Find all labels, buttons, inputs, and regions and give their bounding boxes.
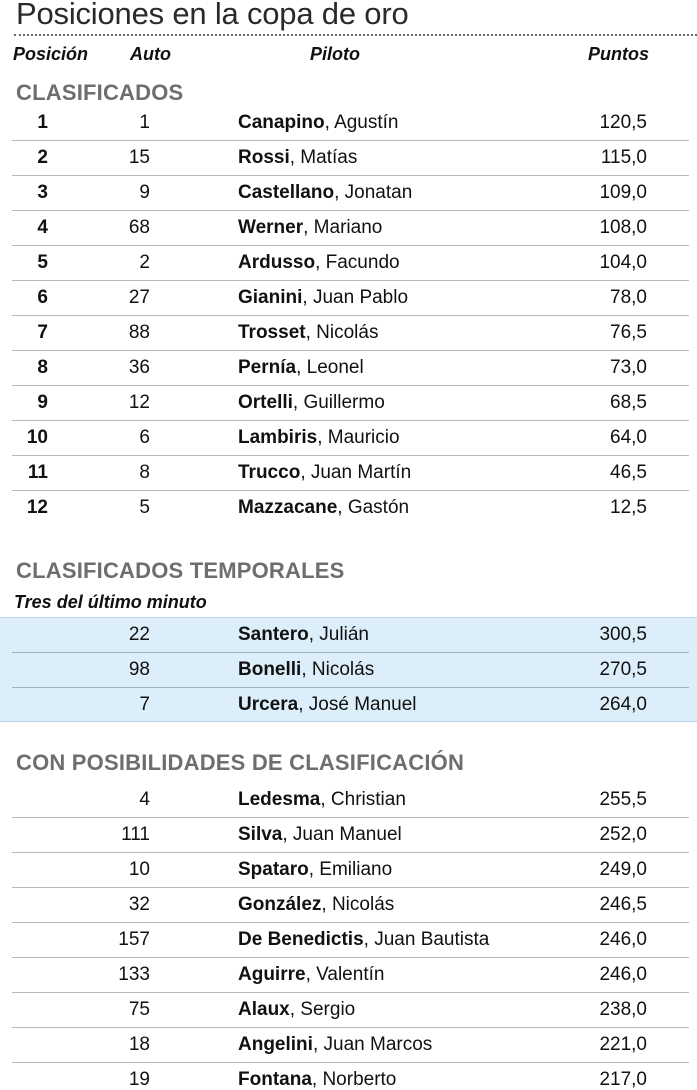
table-row: [0, 141, 697, 176]
cell-auto: 111: [121, 824, 150, 845]
table-row: [0, 316, 697, 351]
table-temporales: [0, 618, 697, 723]
piloto-nombre: , Juan Martín: [300, 462, 412, 483]
cell-puntos: 246,0: [599, 964, 647, 985]
cell-puntos: 68,5: [610, 392, 647, 413]
cell-auto: 8: [139, 462, 150, 483]
cell-auto: 9: [139, 182, 150, 203]
cell-posicion: 9: [37, 392, 48, 413]
piloto-nombre: , José Manuel: [298, 694, 417, 715]
cell-puntos: 12,5: [610, 497, 647, 518]
page-title: Posiciones en la copa de oro: [16, 0, 409, 31]
cell-auto: 32: [128, 894, 150, 915]
cell-posicion: 6: [37, 287, 48, 308]
piloto-nombre: , Nicolás: [321, 894, 395, 915]
table-row: [0, 491, 697, 526]
table-row: [0, 818, 697, 853]
cell-piloto: [238, 287, 408, 309]
piloto-nombre: , Gastón: [337, 497, 410, 518]
piloto-apellido: Trucco: [238, 462, 301, 483]
cell-piloto: [238, 1034, 432, 1056]
cell-piloto: [238, 252, 400, 274]
cell-puntos: 108,0: [599, 217, 647, 238]
cell-puntos: 300,5: [599, 624, 647, 645]
cell-auto: 75: [128, 999, 150, 1020]
table-row: [0, 888, 697, 923]
piloto-nombre: , Norberto: [311, 1069, 397, 1090]
cell-auto: 27: [128, 287, 150, 308]
cell-puntos: 76,5: [610, 322, 647, 343]
cell-posicion: 8: [37, 357, 48, 378]
table-row: [0, 281, 697, 316]
cell-auto: 98: [128, 659, 150, 680]
cell-puntos: 64,0: [610, 427, 647, 448]
cell-auto: 4: [139, 789, 150, 810]
cell-puntos: 73,0: [610, 357, 647, 378]
cell-puntos: 120,5: [599, 112, 647, 133]
piloto-apellido: Mazzacane: [238, 497, 338, 518]
table-row: [0, 958, 697, 993]
cell-puntos: 109,0: [599, 182, 647, 203]
section-title-posibilidades: CON POSIBILIDADES DE CLASIFICACIÓN: [16, 750, 465, 775]
cell-piloto: [238, 322, 378, 344]
piloto-nombre: , Jonatan: [334, 182, 413, 203]
cell-puntos: 104,0: [599, 252, 647, 273]
cell-piloto: [238, 824, 402, 846]
piloto-apellido: González: [238, 894, 322, 915]
piloto-apellido: Gianini: [238, 287, 303, 308]
piloto-apellido: Trosset: [238, 322, 306, 343]
header-piloto: Piloto: [310, 44, 360, 64]
table-row: [0, 106, 697, 141]
table-row: [0, 688, 697, 723]
piloto-nombre: , Matías: [289, 147, 358, 168]
cell-posicion: 1: [37, 112, 48, 133]
table-row: [0, 923, 697, 958]
piloto-apellido: Lambiris: [238, 427, 318, 448]
cell-piloto: [238, 859, 392, 881]
cell-posicion: 11: [27, 462, 48, 483]
piloto-apellido: Ardusso: [238, 252, 316, 273]
cell-puntos: 264,0: [599, 694, 647, 715]
cell-posicion: 4: [37, 217, 48, 238]
piloto-apellido: Bonelli: [238, 659, 302, 680]
cell-piloto: [238, 789, 406, 811]
cell-piloto: [238, 462, 411, 484]
piloto-apellido: Santero: [238, 624, 309, 645]
piloto-apellido: Urcera: [238, 694, 299, 715]
table-clasificados: [0, 106, 697, 526]
table-posibilidades: [0, 783, 697, 1090]
piloto-apellido: Castellano: [238, 182, 335, 203]
cell-piloto: [238, 894, 394, 916]
piloto-apellido: Fontana: [238, 1069, 312, 1090]
piloto-nombre: , Nicolás: [305, 322, 379, 343]
table-row: [0, 386, 697, 421]
cell-auto: 7: [139, 694, 150, 715]
cell-auto: 68: [128, 217, 150, 238]
table-row: [0, 853, 697, 888]
piloto-apellido: De Benedictis: [238, 929, 364, 950]
cell-posicion: 7: [37, 322, 48, 343]
cell-puntos: 78,0: [610, 287, 647, 308]
title-divider: [14, 34, 697, 36]
section-title-clasificados: CLASIFICADOS: [16, 80, 184, 105]
cell-auto: 5: [139, 497, 150, 518]
cell-puntos: 255,5: [599, 789, 647, 810]
cell-auto: 2: [139, 252, 150, 273]
cell-auto: 88: [128, 322, 150, 343]
cell-puntos: 217,0: [599, 1069, 647, 1090]
cell-auto: 133: [118, 964, 150, 985]
highlight-band: [0, 617, 697, 722]
table-row: [0, 618, 697, 653]
piloto-nombre: , Christian: [320, 789, 406, 810]
table-row: [0, 783, 697, 818]
cell-piloto: [238, 1069, 396, 1090]
table-row: [0, 421, 697, 456]
cell-posicion: 12: [26, 497, 48, 518]
table-row: [0, 1028, 697, 1063]
header-posicion: Posición: [13, 44, 89, 64]
cell-auto: 10: [128, 859, 150, 880]
piloto-nombre: , Leonel: [296, 357, 364, 378]
cell-piloto: [238, 929, 489, 951]
cell-posicion: 5: [37, 252, 48, 273]
piloto-nombre: , Sergio: [289, 999, 356, 1020]
cell-piloto: [238, 147, 357, 169]
cell-auto: 18: [128, 1034, 150, 1055]
piloto-nombre: , Juan Bautista: [363, 929, 490, 950]
piloto-apellido: Rossi: [238, 147, 290, 168]
cell-piloto: [238, 392, 385, 414]
piloto-nombre: , Agustín: [324, 112, 399, 133]
cell-puntos: 246,5: [599, 894, 647, 915]
piloto-nombre: , Mauricio: [317, 427, 400, 448]
cell-auto: 15: [128, 147, 150, 168]
cell-piloto: [238, 217, 382, 239]
piloto-apellido: Ortelli: [238, 392, 293, 413]
piloto-apellido: Silva: [238, 824, 283, 845]
cell-puntos: 252,0: [599, 824, 647, 845]
cell-puntos: 46,5: [610, 462, 647, 483]
cell-puntos: 270,5: [599, 659, 647, 680]
cell-puntos: 246,0: [599, 929, 647, 950]
piloto-nombre: , Facundo: [315, 252, 400, 273]
cell-auto: 12: [128, 392, 150, 413]
piloto-nombre: , Emiliano: [308, 859, 393, 880]
cell-piloto: [238, 694, 417, 716]
piloto-apellido: Canapino: [238, 112, 325, 133]
table-row: [0, 456, 697, 491]
cell-piloto: [238, 112, 399, 134]
cell-piloto: [238, 357, 364, 379]
piloto-apellido: Ledesma: [238, 789, 321, 810]
table-row: [0, 211, 697, 246]
header-puntos: Puntos: [588, 44, 649, 64]
cell-auto: 19: [128, 1069, 150, 1090]
cell-posicion: 10: [26, 427, 48, 448]
piloto-nombre: , Nicolás: [301, 659, 375, 680]
cell-puntos: 238,0: [599, 999, 647, 1020]
table-row: [0, 351, 697, 386]
piloto-nombre: , Juan Pablo: [302, 287, 409, 308]
table-row: [0, 993, 697, 1028]
piloto-nombre: , Juan Marcos: [312, 1034, 433, 1055]
cell-auto: 22: [128, 624, 150, 645]
piloto-nombre: , Mariano: [303, 217, 383, 238]
cell-puntos: 249,0: [599, 859, 647, 880]
cell-piloto: [238, 999, 355, 1021]
cell-puntos: 115,0: [600, 147, 647, 168]
table-row: [0, 176, 697, 211]
piloto-nombre: , Valentín: [305, 964, 385, 985]
piloto-apellido: Werner: [238, 217, 304, 238]
cell-piloto: [238, 497, 409, 519]
table-row: [0, 1063, 697, 1090]
section-subtitle-temporales: Tres del último minuto: [14, 592, 207, 612]
table-row: [0, 653, 697, 688]
piloto-apellido: Spataro: [238, 859, 309, 880]
cell-auto: 157: [118, 929, 150, 950]
piloto-nombre: , Juan Manuel: [282, 824, 402, 845]
cell-piloto: [238, 427, 400, 449]
cell-posicion: 2: [37, 147, 48, 168]
piloto-apellido: Alaux: [238, 999, 290, 1020]
section-title-temporales: CLASIFICADOS TEMPORALES: [16, 558, 345, 583]
cell-auto: 1: [139, 112, 150, 133]
cell-posicion: 3: [37, 182, 48, 203]
cell-piloto: [238, 659, 374, 681]
cell-piloto: [238, 964, 384, 986]
table-row: [0, 246, 697, 281]
piloto-nombre: , Guillermo: [292, 392, 385, 413]
cell-piloto: [238, 624, 369, 646]
header-auto: Auto: [130, 44, 171, 64]
piloto-apellido: Aguirre: [238, 964, 306, 985]
piloto-apellido: Angelini: [238, 1034, 313, 1055]
piloto-nombre: , Julián: [308, 624, 369, 645]
cell-auto: 6: [139, 427, 150, 448]
cell-auto: 36: [128, 357, 150, 378]
piloto-apellido: Pernía: [238, 357, 297, 378]
cell-puntos: 221,0: [599, 1034, 647, 1055]
cell-piloto: [238, 182, 412, 204]
